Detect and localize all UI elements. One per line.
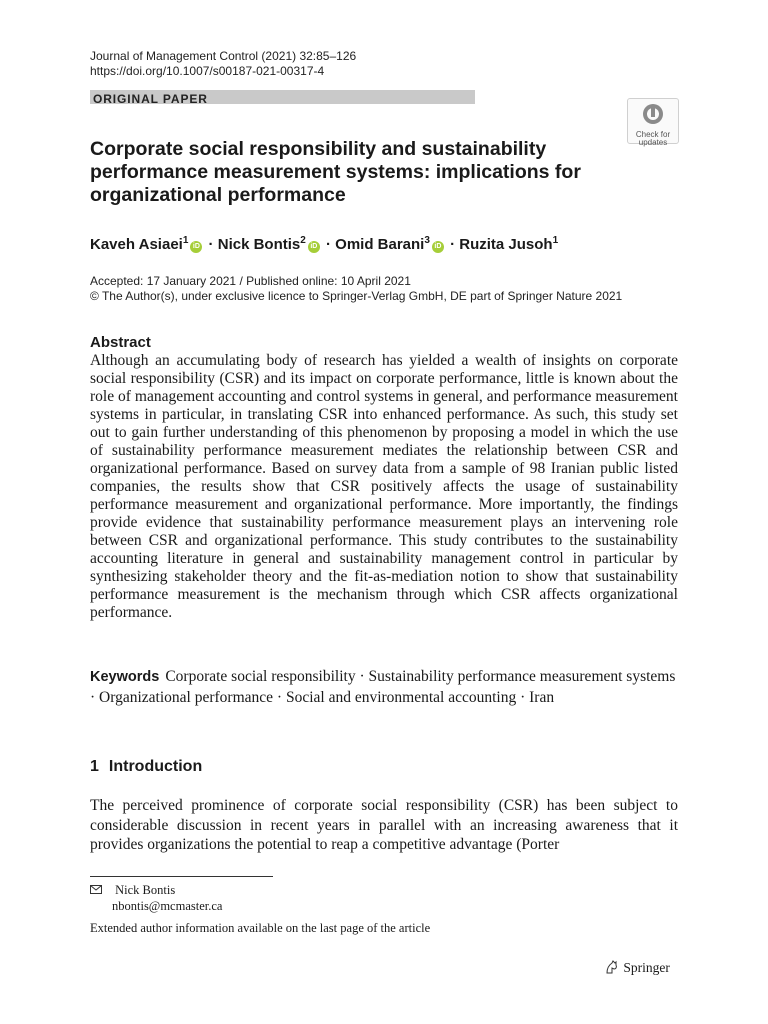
section-title: Introduction bbox=[108, 758, 203, 775]
corresponding-author-email[interactable]: nbontis@mcmaster.ca bbox=[112, 899, 223, 913]
abstract-heading: Abstract bbox=[90, 334, 151, 351]
orcid-icon[interactable]: iD bbox=[190, 241, 202, 253]
orcid-icon[interactable]: iD bbox=[308, 241, 320, 253]
author-list bbox=[90, 231, 558, 255]
extended-author-info: Extended author information available on the last page of the article bbox=[90, 921, 431, 935]
author-name: Kaveh Asiaei bbox=[90, 236, 183, 253]
author-affiliation: 1 bbox=[182, 235, 189, 246]
keywords-label: Keywords bbox=[90, 669, 160, 685]
publisher-logo bbox=[604, 959, 670, 977]
springer-horse-icon bbox=[604, 959, 620, 975]
copyright-notice: © The Author(s), under exclusive licence to Springer-Verlag GmbH, DE part of Springer Nature 2021 bbox=[90, 289, 623, 303]
author-name: Nick Bontis bbox=[217, 236, 301, 253]
paper-title: Corporate social responsibility and sustainability performance measurement systems: implications for organizational performance bbox=[90, 138, 581, 206]
publisher-name: Springer bbox=[623, 960, 670, 975]
author-separator: · bbox=[321, 236, 336, 253]
corresponding-author bbox=[90, 882, 222, 914]
corresponding-author-name: Nick Bontis bbox=[115, 883, 176, 897]
section-number: 1 bbox=[90, 758, 99, 775]
orcid-icon[interactable]: iD bbox=[432, 241, 444, 253]
author-affiliation: 1 bbox=[552, 235, 559, 246]
footnote-divider bbox=[90, 876, 273, 877]
keywords bbox=[90, 667, 678, 707]
publication-dates bbox=[90, 274, 622, 304]
accepted-published-dates: Accepted: 17 January 2021 / Published online: 10 April 2021 bbox=[90, 274, 411, 288]
journal-citation: Journal of Management Control (2021) 32:85–126 bbox=[90, 49, 357, 63]
check-updates-icon bbox=[641, 102, 665, 126]
author-separator: · bbox=[445, 236, 460, 253]
check-updates-line1: Check for bbox=[635, 130, 671, 139]
envelope-icon bbox=[90, 882, 104, 898]
check-updates-line2: updates bbox=[638, 138, 668, 147]
abstract-body: Although an accumulating body of research has yielded a wealth of insights on corporate social responsibility (CSR) and its impact on corporate performance, little is known about the role of management accounting and control systems in general, and performance measurement systems in particular, in translating CSR into enhanced performance. As such, this study set out to gain further understanding of this phenomenon by proposing a model in which the use of sustainability performance measurement mediates the relationship between CSR and organizational performance. Based on survey data from a sample of 98 Iranian public listed companies, the results show that CSR positively affects the usage of sustainability performance measurement and organizational performance. More importantly, the findings provide evidence that sustainability performance measurement plays an intervening role between CSR and organizational performance. This study contributes to the sustainability accounting literature in general and sustainability management control in particular by synthesizing stakeholder theory and the fit-as-mediation notion to show that sustainability performance measurement is the mechanism through which CSR affects organizational performance. bbox=[90, 352, 678, 621]
author-name: Ruzita Jusoh bbox=[459, 236, 553, 253]
author-affiliation: 3 bbox=[424, 235, 430, 246]
doi-link[interactable]: https://doi.org/10.1007/s00187-021-00317-4 bbox=[90, 64, 325, 78]
paper-type-label: ORIGINAL PAPER bbox=[93, 92, 208, 106]
section-heading bbox=[90, 758, 202, 776]
check-updates-badge[interactable] bbox=[627, 98, 679, 147]
author-separator: · bbox=[204, 236, 218, 253]
paper-type-bar bbox=[90, 90, 475, 104]
author-name: Omid Barani bbox=[335, 236, 425, 253]
journal-header bbox=[90, 49, 356, 79]
keywords-text: Corporate social responsibility · Sustainability performance measurement systems · Organizational performance · Social and environmental accounting · Iran bbox=[90, 668, 676, 706]
introduction-body: The perceived prominence of corporate social responsibility (CSR) has been subject to considerable discussion in recent years in parallel with an increasing awareness that it provides organizations the potential to reap a competitive advantage (Porter bbox=[90, 797, 678, 853]
author-affiliation: 2 bbox=[300, 235, 306, 246]
